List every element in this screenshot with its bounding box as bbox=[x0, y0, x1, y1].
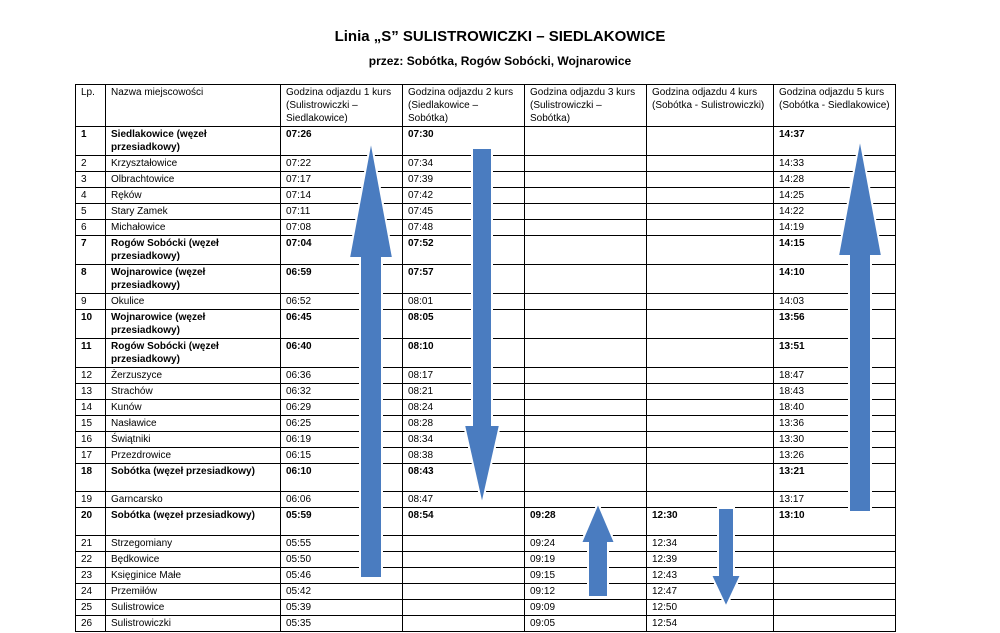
cell-lp: 9 bbox=[76, 294, 106, 310]
cell-stop-name: Będkowice bbox=[106, 552, 281, 568]
cell-time-k3 bbox=[525, 188, 647, 204]
table-row bbox=[76, 384, 896, 400]
cell-time-k1: 07:04 bbox=[281, 236, 403, 265]
cell-time-k4 bbox=[647, 172, 774, 188]
cell-time-k2: 07:34 bbox=[403, 156, 525, 172]
cell-time-k4 bbox=[647, 310, 774, 339]
cell-lp: 4 bbox=[76, 188, 106, 204]
table-row bbox=[76, 368, 896, 384]
cell-time-k5 bbox=[774, 584, 896, 600]
header-kurs-2: Godzina odjazdu 2 kurs (Siedlakowice – Sobótka) bbox=[403, 85, 525, 127]
timetable bbox=[75, 84, 896, 632]
cell-stop-name: Nasławice bbox=[106, 416, 281, 432]
cell-time-k2: 08:21 bbox=[403, 384, 525, 400]
cell-time-k2: 07:39 bbox=[403, 172, 525, 188]
table-row bbox=[76, 294, 896, 310]
cell-stop-name: Olbrachtowice bbox=[106, 172, 281, 188]
cell-time-k2: 07:57 bbox=[403, 265, 525, 294]
cell-time-k5: 18:40 bbox=[774, 400, 896, 416]
cell-time-k2: 07:45 bbox=[403, 204, 525, 220]
cell-time-k1: 05:55 bbox=[281, 536, 403, 552]
cell-time-k1: 06:52 bbox=[281, 294, 403, 310]
cell-time-k1: 05:50 bbox=[281, 552, 403, 568]
cell-time-k1: 06:40 bbox=[281, 339, 403, 368]
cell-time-k4 bbox=[647, 339, 774, 368]
cell-time-k3: 09:28 bbox=[525, 508, 647, 536]
cell-time-k5: 14:15 bbox=[774, 236, 896, 265]
cell-time-k1: 05:39 bbox=[281, 600, 403, 616]
cell-time-k4 bbox=[647, 188, 774, 204]
cell-time-k4: 12:30 bbox=[647, 508, 774, 536]
cell-lp: 2 bbox=[76, 156, 106, 172]
cell-lp: 6 bbox=[76, 220, 106, 236]
cell-time-k1: 07:26 bbox=[281, 127, 403, 156]
cell-time-k4 bbox=[647, 220, 774, 236]
header-lp: Lp. bbox=[76, 85, 106, 127]
cell-lp: 24 bbox=[76, 584, 106, 600]
cell-stop-name: Sulistrowice bbox=[106, 600, 281, 616]
cell-lp: 14 bbox=[76, 400, 106, 416]
cell-time-k1: 05:46 bbox=[281, 568, 403, 584]
cell-time-k5 bbox=[774, 600, 896, 616]
cell-time-k5: 14:19 bbox=[774, 220, 896, 236]
cell-time-k2: 08:28 bbox=[403, 416, 525, 432]
cell-lp: 13 bbox=[76, 384, 106, 400]
cell-time-k3 bbox=[525, 172, 647, 188]
cell-stop-name: Rogów Sobócki (węzeł przesiadkowy) bbox=[106, 339, 281, 368]
table-row bbox=[76, 310, 896, 339]
cell-stop-name: Strzegomiany bbox=[106, 536, 281, 552]
cell-time-k5: 18:47 bbox=[774, 368, 896, 384]
timetable-header-row bbox=[76, 85, 896, 127]
table-row bbox=[76, 600, 896, 616]
table-row bbox=[76, 265, 896, 294]
cell-time-k4: 12:34 bbox=[647, 536, 774, 552]
table-row bbox=[76, 464, 896, 492]
cell-lp: 12 bbox=[76, 368, 106, 384]
cell-time-k3 bbox=[525, 339, 647, 368]
timetable-body bbox=[76, 127, 896, 632]
cell-time-k1: 07:11 bbox=[281, 204, 403, 220]
cell-time-k1: 07:14 bbox=[281, 188, 403, 204]
cell-stop-name: Świątniki bbox=[106, 432, 281, 448]
cell-time-k5 bbox=[774, 536, 896, 552]
cell-time-k3 bbox=[525, 127, 647, 156]
table-row bbox=[76, 339, 896, 368]
cell-time-k4 bbox=[647, 294, 774, 310]
cell-time-k1: 07:17 bbox=[281, 172, 403, 188]
cell-time-k4 bbox=[647, 492, 774, 508]
cell-time-k2: 08:38 bbox=[403, 448, 525, 464]
cell-time-k3 bbox=[525, 368, 647, 384]
cell-stop-name: Siedlakowice (węzeł przesiadkowy) bbox=[106, 127, 281, 156]
cell-time-k1: 05:42 bbox=[281, 584, 403, 600]
cell-time-k2: 08:24 bbox=[403, 400, 525, 416]
cell-stop-name: Garncarsko bbox=[106, 492, 281, 508]
cell-time-k5: 13:30 bbox=[774, 432, 896, 448]
cell-time-k5: 13:26 bbox=[774, 448, 896, 464]
cell-time-k1: 05:35 bbox=[281, 616, 403, 632]
cell-time-k5: 14:33 bbox=[774, 156, 896, 172]
cell-time-k2 bbox=[403, 536, 525, 552]
cell-stop-name: Żerzuszyce bbox=[106, 368, 281, 384]
cell-time-k1: 06:45 bbox=[281, 310, 403, 339]
cell-lp: 18 bbox=[76, 464, 106, 492]
cell-time-k2: 07:42 bbox=[403, 188, 525, 204]
cell-lp: 20 bbox=[76, 508, 106, 536]
table-row bbox=[76, 536, 896, 552]
cell-time-k3: 09:05 bbox=[525, 616, 647, 632]
cell-time-k2: 08:01 bbox=[403, 294, 525, 310]
cell-time-k3: 09:15 bbox=[525, 568, 647, 584]
cell-time-k2: 07:52 bbox=[403, 236, 525, 265]
cell-lp: 10 bbox=[76, 310, 106, 339]
cell-time-k5: 13:17 bbox=[774, 492, 896, 508]
cell-time-k5: 14:10 bbox=[774, 265, 896, 294]
header-kurs-3: Godzina odjazdu 3 kurs (Sulistrowiczki – Sobótka) bbox=[525, 85, 647, 127]
table-row bbox=[76, 508, 896, 536]
cell-lp: 23 bbox=[76, 568, 106, 584]
cell-time-k3: 09:09 bbox=[525, 600, 647, 616]
table-row bbox=[76, 220, 896, 236]
cell-time-k3 bbox=[525, 432, 647, 448]
header-kurs-4: Godzina odjazdu 4 kurs (Sobótka - Sulistrowiczki) bbox=[647, 85, 774, 127]
cell-stop-name: Sobótka (węzeł przesiadkowy) bbox=[106, 508, 281, 536]
cell-stop-name: Księginice Małe bbox=[106, 568, 281, 584]
table-row bbox=[76, 156, 896, 172]
cell-stop-name: Stary Zamek bbox=[106, 204, 281, 220]
cell-time-k1: 06:19 bbox=[281, 432, 403, 448]
table-row bbox=[76, 432, 896, 448]
cell-time-k1: 06:10 bbox=[281, 464, 403, 492]
cell-lp: 19 bbox=[76, 492, 106, 508]
cell-time-k1: 05:59 bbox=[281, 508, 403, 536]
cell-time-k4 bbox=[647, 127, 774, 156]
cell-time-k1: 06:59 bbox=[281, 265, 403, 294]
cell-time-k3 bbox=[525, 464, 647, 492]
cell-lp: 11 bbox=[76, 339, 106, 368]
cell-time-k2: 08:54 bbox=[403, 508, 525, 536]
cell-time-k5: 13:51 bbox=[774, 339, 896, 368]
cell-time-k5 bbox=[774, 616, 896, 632]
cell-lp: 15 bbox=[76, 416, 106, 432]
cell-time-k4 bbox=[647, 416, 774, 432]
cell-time-k5: 13:56 bbox=[774, 310, 896, 339]
cell-time-k4 bbox=[647, 368, 774, 384]
table-row bbox=[76, 584, 896, 600]
cell-lp: 21 bbox=[76, 536, 106, 552]
cell-lp: 7 bbox=[76, 236, 106, 265]
cell-time-k2 bbox=[403, 552, 525, 568]
table-row bbox=[76, 616, 896, 632]
cell-time-k5 bbox=[774, 568, 896, 584]
cell-stop-name: Rogów Sobócki (węzeł przesiadkowy) bbox=[106, 236, 281, 265]
cell-time-k1: 06:06 bbox=[281, 492, 403, 508]
cell-time-k2: 08:05 bbox=[403, 310, 525, 339]
table-row bbox=[76, 204, 896, 220]
cell-time-k4 bbox=[647, 236, 774, 265]
table-row bbox=[76, 492, 896, 508]
cell-time-k3 bbox=[525, 294, 647, 310]
cell-time-k3 bbox=[525, 400, 647, 416]
cell-time-k1: 07:22 bbox=[281, 156, 403, 172]
cell-lp: 3 bbox=[76, 172, 106, 188]
cell-time-k3: 09:24 bbox=[525, 536, 647, 552]
cell-lp: 5 bbox=[76, 204, 106, 220]
cell-stop-name: Sobótka (węzeł przesiadkowy) bbox=[106, 464, 281, 492]
cell-time-k1: 06:32 bbox=[281, 384, 403, 400]
cell-time-k3 bbox=[525, 156, 647, 172]
table-row bbox=[76, 568, 896, 584]
table-row bbox=[76, 172, 896, 188]
cell-time-k3 bbox=[525, 416, 647, 432]
cell-stop-name: Strachów bbox=[106, 384, 281, 400]
cell-time-k5: 14:28 bbox=[774, 172, 896, 188]
table-row bbox=[76, 236, 896, 265]
cell-time-k4: 12:54 bbox=[647, 616, 774, 632]
cell-time-k3 bbox=[525, 265, 647, 294]
cell-time-k3 bbox=[525, 310, 647, 339]
cell-time-k4 bbox=[647, 448, 774, 464]
cell-stop-name: Okulice bbox=[106, 294, 281, 310]
table-row bbox=[76, 552, 896, 568]
cell-time-k5: 13:21 bbox=[774, 464, 896, 492]
cell-time-k5: 13:10 bbox=[774, 508, 896, 536]
cell-time-k5: 14:25 bbox=[774, 188, 896, 204]
table-row bbox=[76, 416, 896, 432]
cell-time-k5: 14:37 bbox=[774, 127, 896, 156]
cell-time-k4 bbox=[647, 156, 774, 172]
cell-time-k2: 07:48 bbox=[403, 220, 525, 236]
cell-time-k1: 07:08 bbox=[281, 220, 403, 236]
cell-time-k2 bbox=[403, 616, 525, 632]
cell-time-k4 bbox=[647, 432, 774, 448]
cell-time-k2 bbox=[403, 584, 525, 600]
cell-lp: 25 bbox=[76, 600, 106, 616]
cell-lp: 26 bbox=[76, 616, 106, 632]
cell-time-k4 bbox=[647, 400, 774, 416]
cell-stop-name: Kunów bbox=[106, 400, 281, 416]
cell-time-k2 bbox=[403, 600, 525, 616]
cell-time-k4: 12:43 bbox=[647, 568, 774, 584]
cell-stop-name: Przemiłów bbox=[106, 584, 281, 600]
cell-time-k1: 06:36 bbox=[281, 368, 403, 384]
cell-stop-name: Ręków bbox=[106, 188, 281, 204]
cell-lp: 16 bbox=[76, 432, 106, 448]
cell-time-k4 bbox=[647, 464, 774, 492]
cell-time-k2: 08:34 bbox=[403, 432, 525, 448]
cell-stop-name: Sulistrowiczki bbox=[106, 616, 281, 632]
header-kurs-5: Godzina odjazdu 5 kurs (Sobótka - Siedlakowice) bbox=[774, 85, 896, 127]
cell-time-k5: 14:22 bbox=[774, 204, 896, 220]
cell-time-k3 bbox=[525, 492, 647, 508]
cell-stop-name: Przezdrowice bbox=[106, 448, 281, 464]
cell-time-k4 bbox=[647, 384, 774, 400]
table-row bbox=[76, 188, 896, 204]
cell-time-k4 bbox=[647, 204, 774, 220]
page-subtitle: przez: Sobótka, Rogów Sobócki, Wojnarowice bbox=[368, 54, 632, 68]
cell-time-k3 bbox=[525, 384, 647, 400]
cell-stop-name: Krzyształowice bbox=[106, 156, 281, 172]
page-title: Linia „S” SULISTROWICZKI – SIEDLAKOWICE bbox=[334, 28, 666, 45]
cell-time-k3 bbox=[525, 204, 647, 220]
cell-time-k3: 09:19 bbox=[525, 552, 647, 568]
header-kurs-1: Godzina odjazdu 1 kurs (Sulistrowiczki – Siedlakowice) bbox=[281, 85, 403, 127]
cell-time-k5: 18:43 bbox=[774, 384, 896, 400]
cell-time-k1: 06:29 bbox=[281, 400, 403, 416]
cell-lp: 8 bbox=[76, 265, 106, 294]
cell-lp: 1 bbox=[76, 127, 106, 156]
cell-time-k3 bbox=[525, 220, 647, 236]
cell-time-k2: 07:30 bbox=[403, 127, 525, 156]
cell-time-k4 bbox=[647, 265, 774, 294]
cell-time-k4: 12:47 bbox=[647, 584, 774, 600]
cell-time-k2 bbox=[403, 568, 525, 584]
cell-time-k3: 09:12 bbox=[525, 584, 647, 600]
cell-time-k2: 08:47 bbox=[403, 492, 525, 508]
cell-time-k2: 08:17 bbox=[403, 368, 525, 384]
cell-time-k2: 08:10 bbox=[403, 339, 525, 368]
cell-lp: 17 bbox=[76, 448, 106, 464]
table-row bbox=[76, 448, 896, 464]
table-row bbox=[76, 127, 896, 156]
cell-time-k1: 06:15 bbox=[281, 448, 403, 464]
cell-time-k5: 13:36 bbox=[774, 416, 896, 432]
cell-stop-name: Wojnarowice (węzeł przesiadkowy) bbox=[106, 310, 281, 339]
table-row bbox=[76, 400, 896, 416]
cell-time-k2: 08:43 bbox=[403, 464, 525, 492]
cell-stop-name: Michałowice bbox=[106, 220, 281, 236]
cell-lp: 22 bbox=[76, 552, 106, 568]
header-name: Nazwa miejscowości bbox=[106, 85, 281, 127]
cell-time-k1: 06:25 bbox=[281, 416, 403, 432]
cell-time-k3 bbox=[525, 448, 647, 464]
cell-time-k3 bbox=[525, 236, 647, 265]
cell-time-k5: 14:03 bbox=[774, 294, 896, 310]
cell-stop-name: Wojnarowice (węzeł przesiadkowy) bbox=[106, 265, 281, 294]
cell-time-k4: 12:50 bbox=[647, 600, 774, 616]
cell-time-k4: 12:39 bbox=[647, 552, 774, 568]
cell-time-k5 bbox=[774, 552, 896, 568]
